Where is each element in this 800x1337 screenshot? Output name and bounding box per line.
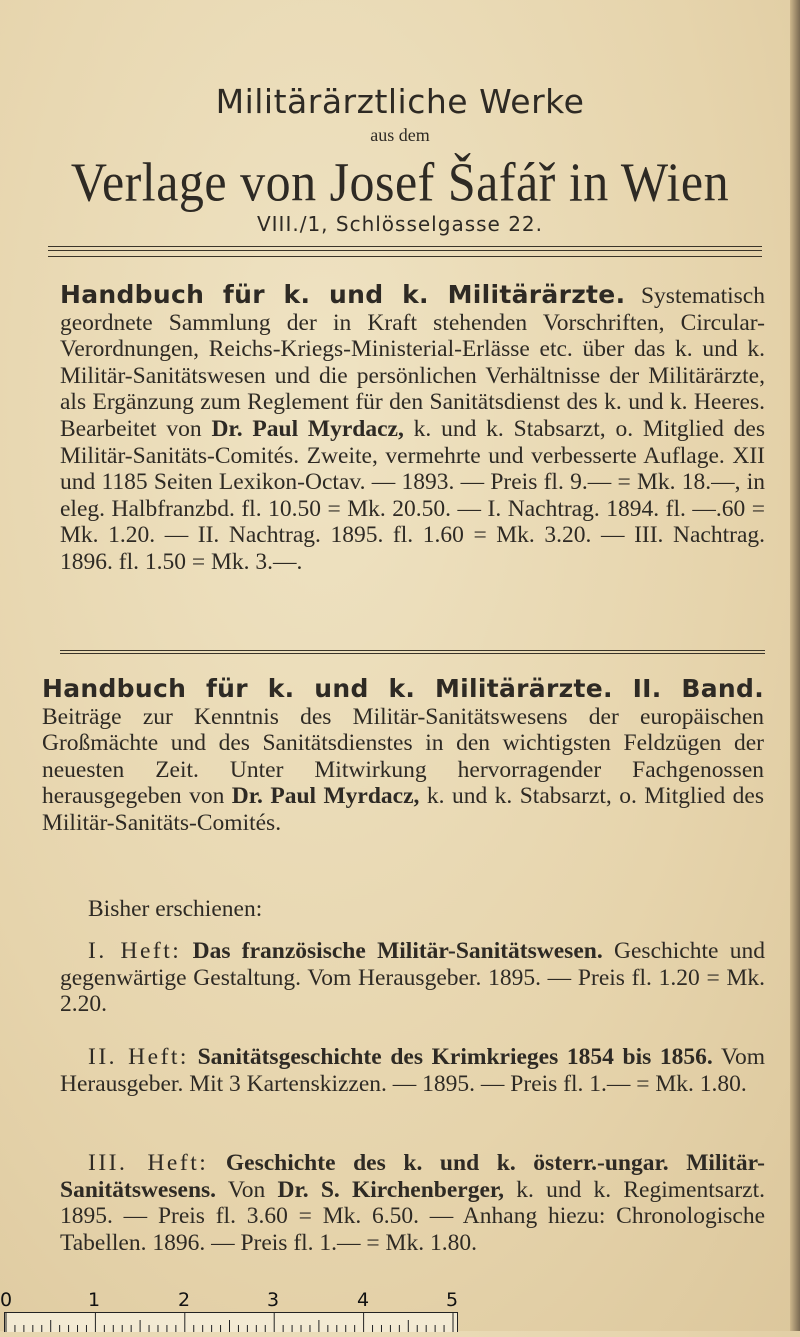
divider: [48, 246, 762, 247]
ruler-bar: [4, 1312, 458, 1332]
ruler-label: 1: [88, 1289, 101, 1311]
entry-text: k. und k. Stabsarzt, o. Mitglied des Militär-Sanitäts-Comités. Zweite, vermehrte und verbesserte Auflage. XII und 1185 Seiten Lexikon-Octav. — 1893. — Preis fl. 9.— = Mk. 18.—, in eleg. Halbfranzbd. fl. 10.50 = Mk. 20.50. — I. Nachtrag. 1894. fl. —.60 = Mk. 1.20. — II. Nachtrag. 1895. fl. 1.60 = Mk. 3.20. — III. Nachtrag. 1896. fl. 1.50 = Mk. 3.—.: [60, 415, 765, 575]
heft-text: k. und k. Regimentsarzt. 1895. — Preis fl. 3.60 = Mk. 6.50. — Anhang hiezu: Chronologische Tabellen. 1896. — Preis fl. 1.— = Mk. 1.80.: [60, 1176, 765, 1256]
entry-text: k. und k. Stabsarzt, o. Mitglied des Militär-Sanitäts-Comités.: [42, 783, 764, 836]
header-title: Militärärztliche Werke: [215, 82, 585, 121]
bisher-line: Bisher erschienen:: [88, 896, 263, 922]
header-from: aus dem: [370, 125, 430, 145]
heft-author: Dr. S. Kirchenberger,: [277, 1176, 505, 1203]
entry-heading: Handbuch für k. und k. Militärärzte.: [60, 280, 626, 309]
heft-text: Vom Herausgeber. Mit 3 Kartenskizzen. — 1895. — Preis fl. 1.— = Mk. 1.80.: [60, 1044, 766, 1097]
scale-ruler: [0, 1291, 460, 1331]
heft-text: Von: [216, 1176, 278, 1203]
heft-3: [60, 1150, 765, 1256]
heft-text: Geschichte und gegenwärtige Gestaltung. Vom Herausgeber. 1895. — Preis fl. 1.20 = Mk. 2.20.: [60, 938, 765, 1018]
divider: [48, 250, 762, 251]
heft-title: Sanitätsgeschichte des Krimkrieges 1854 bis 1856.: [188, 1044, 713, 1070]
ruler-label: 2: [178, 1289, 191, 1311]
heft-1: [60, 938, 765, 1018]
entry-handbuch-band2: [42, 676, 764, 837]
ruler-ticks: [5, 1313, 457, 1332]
ruler-label: 3: [267, 1289, 280, 1311]
heft-label: III. Heft:: [88, 1150, 209, 1176]
heft-title: Das französische Militär-Sanitätswesen.: [181, 938, 603, 964]
heft-label: I. Heft:: [88, 938, 182, 964]
entry-heading: Handbuch für k. und k. Militärärzte. II. Band.: [42, 674, 764, 703]
ruler-label: 4: [357, 1289, 370, 1311]
entry-author: Dr. Paul Myrdacz,: [211, 415, 404, 442]
header-address: VIII./1, Schlösselgasse 22.: [256, 212, 544, 236]
entry-text: Systematisch geordnete Sammlung der in Kraft stehenden Vorschriften, Circular-Verordnungen, Reichs-Kriegs-Ministerial-Erlässe etc. über das k. und k. Militär-Sanitätswesen und die persönlichen Verhältnisse der Militärärzte, als Ergänzung zum Reglement für den Sanitätsdienst des k. und k. Heeres. Bearbeitet von: [60, 283, 765, 442]
entry-handbuch: [60, 282, 765, 576]
entry-text: Beiträge zur Kenntnis des Militär-Sanitätswesens der europäischen Großmächte und des Sanitätsdienstes in den wichtigsten Feldzügen der neuesten Zeit. Unter Mitwirkung hervorragender Fachgenossen herausgegeben von: [42, 703, 764, 810]
heft-label: II. Heft:: [88, 1044, 189, 1070]
ruler-label: 5: [446, 1289, 459, 1311]
heft-2: [60, 1044, 765, 1097]
divider: [48, 256, 762, 257]
header-publisher: Verlage von Josef Šafář in Wien: [70, 151, 730, 213]
ruler-label: 0: [0, 1289, 13, 1311]
entry-author: Dr. Paul Myrdacz,: [231, 783, 420, 810]
divider: [60, 653, 765, 654]
heft-title: Geschichte des k. und k. österr.-ungar. Militär-Sanitätswesens.: [60, 1150, 765, 1203]
divider: [60, 650, 765, 651]
